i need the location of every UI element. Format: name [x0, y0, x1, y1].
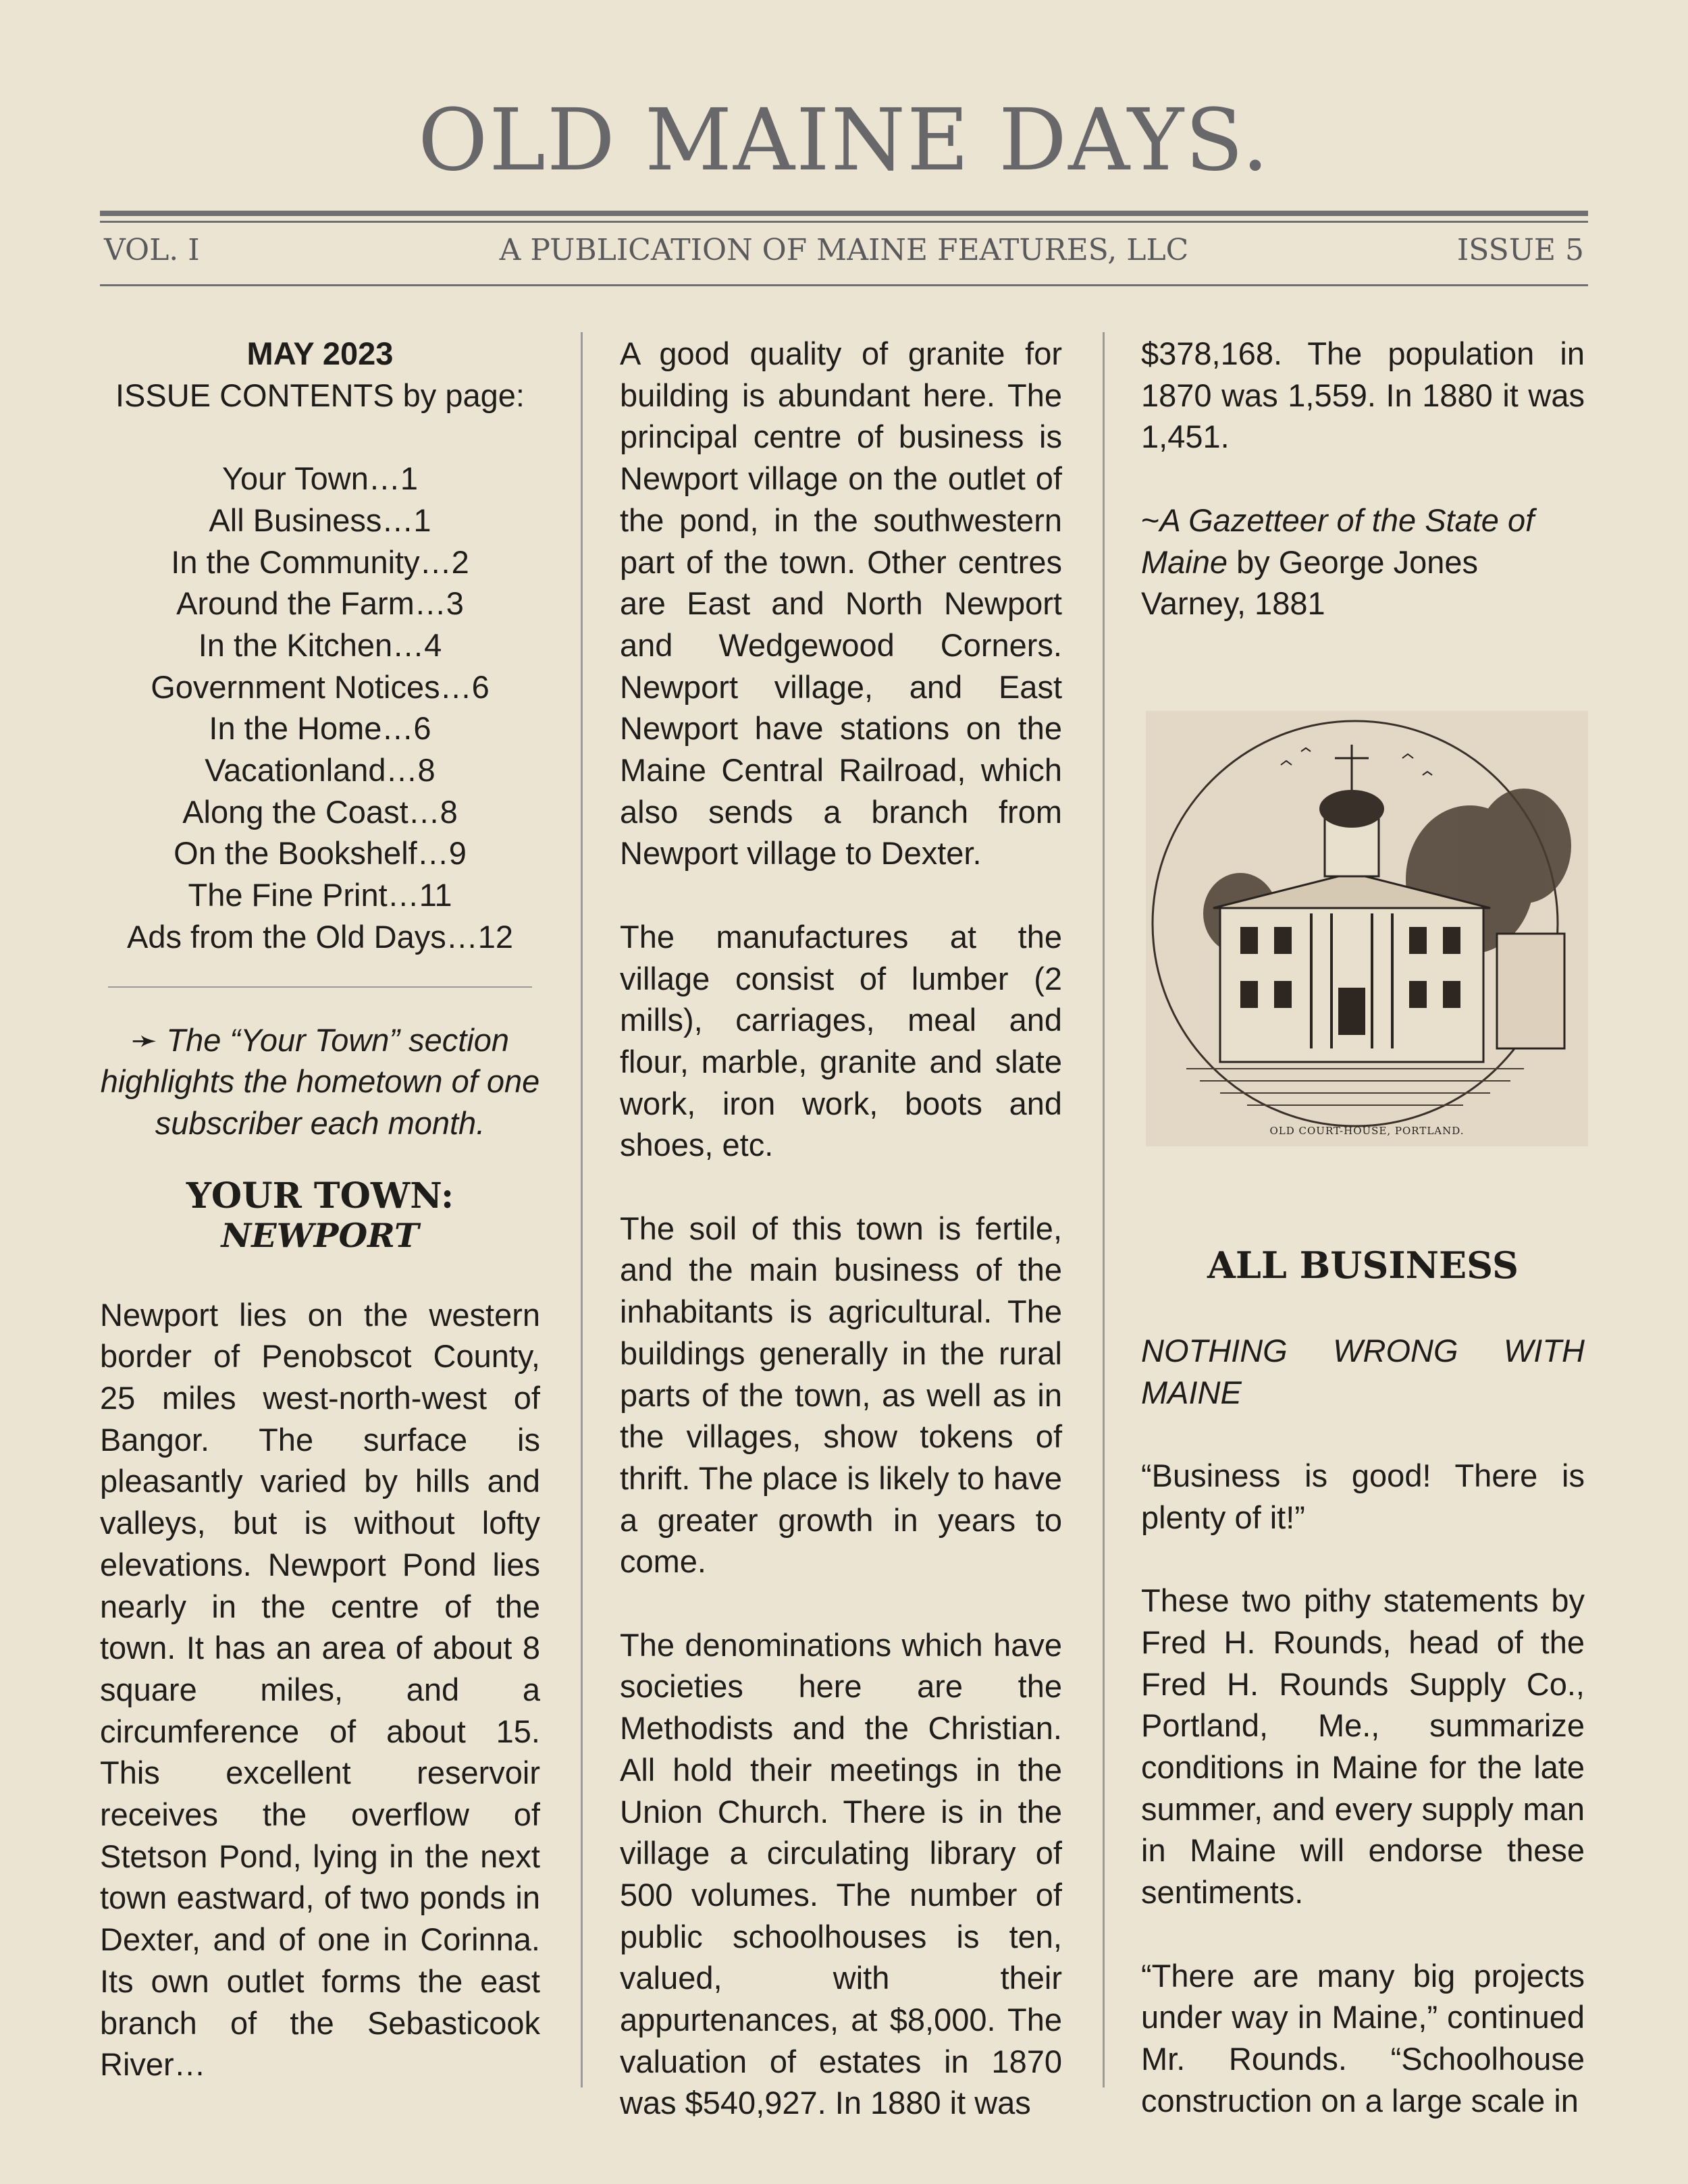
- toc-item: Government Notices…6: [151, 668, 490, 705]
- citation-author: by George Jones Varney, 1881: [1141, 543, 1479, 622]
- courthouse-illustration: [1146, 711, 1588, 1146]
- toc-item: The Fine Print…11: [188, 877, 452, 913]
- right-column: [1141, 333, 1585, 666]
- toc-item: On the Bookshelf…9: [174, 835, 467, 872]
- masthead-rule-thin: [100, 221, 1588, 223]
- column-divider: [581, 332, 583, 2087]
- citation-title: A Gazetteer of the State of Maine: [1141, 502, 1535, 580]
- subhead-rule: [100, 284, 1588, 286]
- paragraph: “There are many big projects under way in Maine,” continued Mr. Rounds. “Schoolhouse construction on a large scale in: [1141, 1957, 1585, 2119]
- your-town-title: YOUR TOWN:: [186, 1175, 454, 1217]
- paragraph: “Business is good! There is plenty of it!”: [1141, 1458, 1585, 1535]
- masthead-rule-thick: [100, 211, 1588, 216]
- toc-list: [100, 458, 540, 957]
- toc-item: Along the Coast…8: [182, 793, 458, 830]
- issue-label: ISSUE 5: [1456, 233, 1584, 267]
- courthouse-drawing: [1146, 711, 1588, 1146]
- column-divider: [1103, 332, 1105, 2087]
- publisher-label: A PUBLICATION OF MAINE FEATURES, LLC: [499, 233, 1189, 267]
- paragraph: These two pithy statements by Fred H. Rounds, head of the Fred H. Rounds Supply Co., Portland, Me., summarize conditions in Maine for the late summer, and every supply man in Maine will endorse these sentiments.: [1141, 1582, 1585, 1911]
- toc-item: In the Kitchen…4: [198, 627, 442, 663]
- paragraph: The denominations which have societies here are the Methodists and the Christian. All hold their meetings in the Union Church. There is in the village a circulating library of 500 volumes. The number of public schoolhouses is ten, valued, with their appurtenances, at $8,000. The valuation of estates in 1870 was $540,927. In 1880 it was: [620, 1626, 1062, 2121]
- toc-note: ➛ The “Your Town” section highlights the hometown of one subscriber each month.: [100, 1021, 540, 1141]
- gazetteer-citation: [1141, 500, 1585, 624]
- paragraph: $378,168. The population in 1870 was 1,559. In 1880 it was 1,451.: [1141, 336, 1585, 455]
- toc-item: All Business…1: [209, 502, 431, 538]
- toc-heading: ISSUE CONTENTS by page:: [115, 377, 525, 413]
- all-business-kicker: NOTHING WRONG WITH MAINE: [1141, 1333, 1585, 1410]
- toc-item: Around the Farm…3: [176, 585, 464, 622]
- volume-label: VOL. I: [104, 233, 200, 267]
- your-town-subtitle: NEWPORT: [221, 1215, 419, 1255]
- citation-prefix: ~: [1141, 502, 1160, 538]
- all-business-title: ALL BUSINESS: [1207, 1244, 1519, 1287]
- paragraph: The manufactures at the village consist of lumber (2 mills), carriages, meal and flour, marble, granite and slate work, iron work, boots and shoes, etc.: [620, 918, 1062, 1163]
- toc-item: In the Home…6: [209, 710, 431, 747]
- middle-column: [620, 333, 1062, 2166]
- illustration-caption: OLD COURT-HOUSE, PORTLAND.: [1269, 1125, 1465, 1137]
- toc-item: Your Town…1: [221, 460, 419, 497]
- left-column: [100, 333, 540, 2127]
- issue-date: MAY 2023: [246, 336, 394, 371]
- toc-item: In the Community…2: [171, 543, 469, 580]
- paragraph: The soil of this town is fertile, and the main business of the inhabitants is agricultural. The buildings generally in the rural parts of the town, as well as in the villages, show tokens of thrift. The place is likely to have a greater growth in years to come.: [620, 1210, 1062, 1580]
- all-business-body: [1141, 1330, 1585, 2163]
- paragraph: Newport lies on the western border of Penobscot County, 25 miles west-north-west of Bangor. The surface is pleasantly varied by hills and valleys, but is without lofty elevations. Newport Pond lies nearly in the centre of the town. It has an area of about 8 square miles, and a circumference of about 15. This excellent reservoir receives the overflow of Stetson Pond, lying in the next town eastward, of two ponds in Dexter, and of one in Corinna. Its own outlet forms the east branch of the Sebasticook River…: [100, 1296, 540, 2083]
- paragraph: A good quality of granite for building is abundant here. The principal centre of business is Newport village on the outlet of the pond, in the southwestern part of the town. Other centres are East and North Newport and Wedgewood Corners. Newport village, and East Newport have stations on the Maine Central Railroad, which also sends a branch from Newport village to Dexter.: [620, 336, 1062, 872]
- masthead-title: OLD MAINE DAYS.: [417, 90, 1271, 190]
- toc-item: Vacationland…8: [205, 752, 436, 789]
- toc-item: Ads from the Old Days…12: [126, 918, 514, 955]
- your-town-body: [100, 1294, 540, 2085]
- toc-divider: [108, 986, 532, 988]
